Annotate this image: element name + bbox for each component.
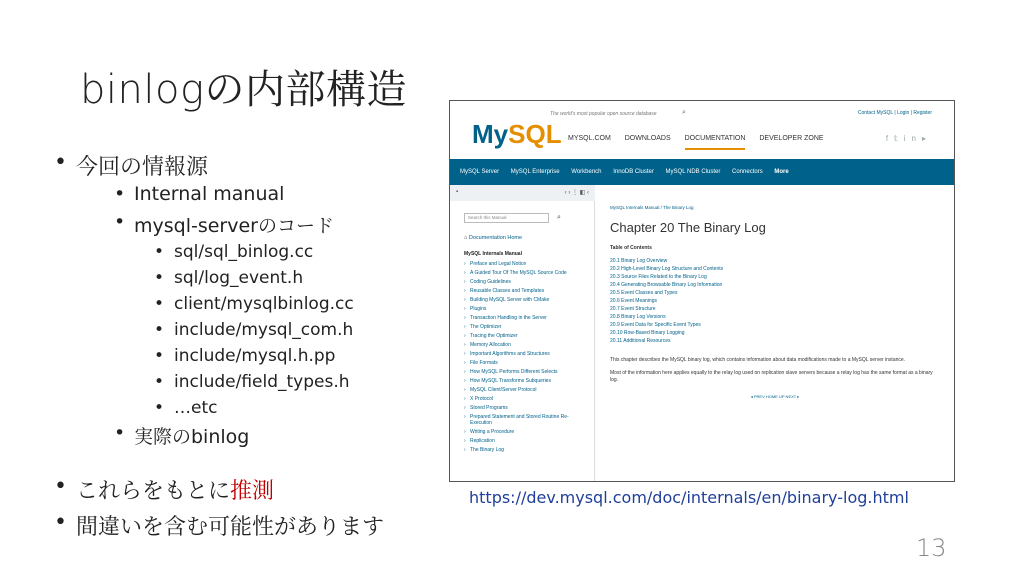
source-url-link[interactable]: https://dev.mysql.com/doc/internals/en/binary-log.html xyxy=(469,488,909,507)
intro-paragraph: This chapter describes the MySQL binary log, which contains information about data modifications made to a MySQL server instance. xyxy=(610,357,906,363)
bullet-file: • sql/log_event.h xyxy=(174,268,303,288)
mysql-header xyxy=(450,101,954,159)
search-icon[interactable]: ⌕ xyxy=(682,109,686,116)
toc-heading: Table of Contents xyxy=(610,245,652,251)
page-number: 13 xyxy=(916,534,947,562)
toggle-icon[interactable]: ▪ xyxy=(456,189,459,195)
mysql-logo[interactable]: MySQL xyxy=(472,119,562,149)
toc-item[interactable]: 20.4 Generating Browsable Binary Log Information xyxy=(610,282,723,288)
bullet-file: • sql/sql_binlog.cc xyxy=(174,242,313,262)
bullet-may-be-wrong: • 間違いを含む可能性があります xyxy=(76,510,384,541)
sidebar-item[interactable]: › How MySQL Transforms Subqueries xyxy=(464,378,580,384)
relay-log-paragraph: Most of the information here applies equally to the relay log used on replication slave servers because a relay log has the same format as a binary log. xyxy=(610,370,933,383)
sidebar-item[interactable]: › Writing a Procedure xyxy=(464,429,580,435)
product-nav xyxy=(450,159,954,185)
toc-item[interactable]: 20.6 Event Meanings xyxy=(610,298,657,304)
bullet-mysql-server-code: • mysql-serverのコード xyxy=(134,211,334,238)
nav-developer-zone[interactable]: DEVELOPER ZONE xyxy=(759,135,824,142)
chapter-title: Chapter 20 The Binary Log xyxy=(610,220,766,235)
sidebar-item[interactable]: › Replication xyxy=(464,438,580,444)
tagline: The world's most popular open source database xyxy=(550,111,657,117)
product-nav-more[interactable]: More xyxy=(774,169,789,175)
documentation-home-link[interactable]: ⌂ Documentation Home xyxy=(464,235,523,241)
nav-mysql-com[interactable]: MYSQL.COM xyxy=(568,135,611,142)
sidebar-item[interactable]: › Prepared Statement and Stored Routine Re-Execution xyxy=(464,414,580,426)
toc-item[interactable]: 20.3 Source Files Related to the Binary Log xyxy=(610,274,707,280)
pager-nav[interactable]: ◂ PREV HOME UP NEXT ▸ xyxy=(750,394,800,399)
toc-item[interactable]: 20.8 Binary Log Versions xyxy=(610,314,666,320)
nav-documentation[interactable]: DOCUMENTATION xyxy=(685,135,746,150)
toc-item[interactable]: 20.11 Additional Resources xyxy=(610,338,671,344)
toc-list xyxy=(610,257,940,345)
sidebar-item[interactable]: › Coding Guidelines xyxy=(464,279,580,285)
sidebar-list xyxy=(464,261,580,453)
bullet-internal-manual: • Internal manual xyxy=(134,183,284,205)
bullet-file: • client/mysqlbinlog.cc xyxy=(174,294,354,314)
sidebar-item[interactable]: › Memory Allocation xyxy=(464,342,580,348)
sidebar-item[interactable]: › Stored Programs xyxy=(464,405,580,411)
nav-arrows-icon[interactable]: ‹ › ⋮ ◧ ‹ xyxy=(564,190,589,196)
social-icons[interactable]: f𝕥in▸ xyxy=(885,134,932,143)
sidebar-item[interactable]: › Plugins xyxy=(464,306,580,312)
product-nav-item[interactable]: Connectors xyxy=(732,169,763,175)
bullet-file: • include/mysql_com.h xyxy=(174,320,353,340)
product-nav-item[interactable]: Workbench xyxy=(571,169,602,175)
product-nav-item[interactable]: InnoDB Cluster xyxy=(613,169,654,175)
doc-content xyxy=(610,201,940,482)
sidebar-item[interactable]: › File Formats xyxy=(464,360,580,366)
toc-item[interactable]: 20.10 Row-Based Binary Logging xyxy=(610,330,685,336)
toc-item[interactable]: 20.7 Event Structure xyxy=(610,306,656,312)
sidebar-item[interactable]: › Transaction Handling in the Server xyxy=(464,315,580,321)
toc-item[interactable]: 20.9 Event Data for Specific Event Types xyxy=(610,322,701,328)
toc-item[interactable]: 20.2 High-Level Binary Log Structure and Contents xyxy=(610,266,724,272)
bullet-file: • …etc xyxy=(174,398,217,418)
sidebar-item-current[interactable]: › The Binary Log xyxy=(464,447,580,453)
manual-search-input[interactable]: Search this Manual ⌕ xyxy=(464,213,549,223)
bullet-guess xyxy=(76,474,274,505)
product-nav-item[interactable]: MySQL Enterprise xyxy=(510,169,560,175)
sidebar xyxy=(450,201,595,482)
slide-title: binlogの内部構造 xyxy=(80,67,407,113)
bullet-file: • include/field_types.h xyxy=(174,372,350,392)
nav-downloads[interactable]: DOWNLOADS xyxy=(624,135,671,142)
bullet-actual-binlog: • 実際のbinlog xyxy=(134,422,249,449)
search-icon[interactable]: ⌕ xyxy=(557,214,561,221)
sidebar-item[interactable]: › Preface and Legal Notice xyxy=(464,261,580,267)
toc-item[interactable]: 20.1 Binary Log Overview xyxy=(610,258,668,264)
guess-prefix: これらをもとに xyxy=(76,479,231,504)
top-links[interactable]: Contact MySQL | Login | Register xyxy=(857,110,932,116)
main-nav xyxy=(568,135,836,142)
sidebar-item[interactable]: › MySQL Client/Server Protocol xyxy=(464,387,580,393)
breadcrumb[interactable]: MySQL Internals Manual / The Binary Log xyxy=(610,205,694,210)
home-icon: ⌂ xyxy=(464,235,468,241)
sidebar-item[interactable]: › Building MySQL Server with CMake xyxy=(464,297,580,303)
sidebar-item[interactable]: › The Optimizer xyxy=(464,324,580,330)
sidebar-item[interactable]: › Reusable Classes and Templates xyxy=(464,288,580,294)
manual-heading: MySQL Internals Manual xyxy=(464,251,522,257)
guess-emphasis: 推測 xyxy=(230,479,275,504)
sidebar-item[interactable]: › How MySQL Performs Different Selects xyxy=(464,369,580,375)
sidebar-item[interactable]: › A Guided Tour Of The MySQL Source Code xyxy=(464,270,580,276)
sidebar-item[interactable]: › X Protocol xyxy=(464,396,580,402)
bullet-info-sources: • 今回の情報源 xyxy=(76,150,208,181)
sidebar-item[interactable]: › Important Algorithms and Structures xyxy=(464,351,580,357)
mysql-docs-screenshot xyxy=(449,100,955,482)
product-nav-item[interactable]: MySQL Server xyxy=(460,169,500,175)
product-nav-item[interactable]: MySQL NDB Cluster xyxy=(665,169,721,175)
toc-item[interactable]: 20.5 Event Classes and Types xyxy=(610,290,678,296)
bullet-file: • include/mysql.h.pp xyxy=(174,346,335,366)
sidebar-item[interactable]: › Tracing the Optimizer xyxy=(464,333,580,339)
sidebar-toolbar xyxy=(450,185,595,201)
